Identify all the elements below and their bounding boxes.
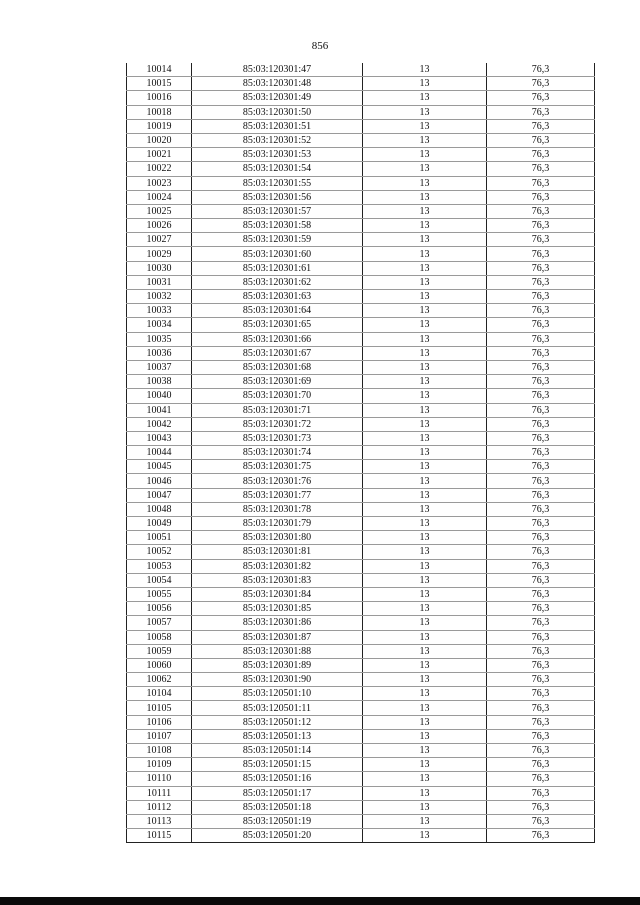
table-row (127, 304, 595, 318)
row-number-cell: 10034 (127, 318, 192, 332)
cadastral-number-cell: 85:03:120301:57 (192, 204, 363, 218)
area-cell: 76,3 (487, 105, 595, 119)
table-row (127, 474, 595, 488)
cadastral-number-cell: 85:03:120501:10 (192, 687, 363, 701)
row-number-cell: 10038 (127, 375, 192, 389)
cadastral-number-cell: 85:03:120301:90 (192, 673, 363, 687)
cadastral-number-cell: 85:03:120501:14 (192, 744, 363, 758)
count-cell: 13 (363, 290, 487, 304)
cadastral-number-cell: 85:03:120501:18 (192, 800, 363, 814)
area-cell: 76,3 (487, 460, 595, 474)
table-row (127, 332, 595, 346)
area-cell: 76,3 (487, 417, 595, 431)
area-cell: 76,3 (487, 658, 595, 672)
cadastral-number-cell: 85:03:120301:54 (192, 162, 363, 176)
row-number-cell: 10033 (127, 304, 192, 318)
cadastral-number-cell: 85:03:120501:15 (192, 758, 363, 772)
table-row (127, 119, 595, 133)
count-cell: 13 (363, 460, 487, 474)
row-number-cell: 10044 (127, 446, 192, 460)
table-row (127, 162, 595, 176)
table-row (127, 105, 595, 119)
row-number-cell: 10046 (127, 474, 192, 488)
area-cell: 76,3 (487, 63, 595, 77)
area-cell: 76,3 (487, 119, 595, 133)
cadastral-number-cell: 85:03:120301:48 (192, 77, 363, 91)
count-cell: 13 (363, 602, 487, 616)
table-row (127, 616, 595, 630)
row-number-cell: 10115 (127, 829, 192, 843)
cadastral-number-cell: 85:03:120301:52 (192, 133, 363, 147)
row-number-cell: 10025 (127, 204, 192, 218)
count-cell: 13 (363, 701, 487, 715)
cadastral-number-cell: 85:03:120301:53 (192, 148, 363, 162)
table-row (127, 673, 595, 687)
row-number-cell: 10107 (127, 729, 192, 743)
row-number-cell: 10104 (127, 687, 192, 701)
count-cell: 13 (363, 517, 487, 531)
area-cell: 76,3 (487, 517, 595, 531)
count-cell: 13 (363, 190, 487, 204)
row-number-cell: 10031 (127, 275, 192, 289)
cadastral-number-cell: 85:03:120301:67 (192, 346, 363, 360)
count-cell: 13 (363, 616, 487, 630)
count-cell: 13 (363, 446, 487, 460)
count-cell: 13 (363, 233, 487, 247)
cadastral-number-cell: 85:03:120301:56 (192, 190, 363, 204)
area-cell: 76,3 (487, 559, 595, 573)
cadastral-number-cell: 85:03:120301:59 (192, 233, 363, 247)
row-number-cell: 10106 (127, 715, 192, 729)
table-row (127, 602, 595, 616)
table-row (127, 644, 595, 658)
table-row (127, 701, 595, 715)
cadastral-number-cell: 85:03:120301:68 (192, 360, 363, 374)
area-cell: 76,3 (487, 531, 595, 545)
cadastral-number-cell: 85:03:120301:72 (192, 417, 363, 431)
row-number-cell: 10105 (127, 701, 192, 715)
count-cell: 13 (363, 204, 487, 218)
count-cell: 13 (363, 431, 487, 445)
count-cell: 13 (363, 715, 487, 729)
page-number: 856 (311, 40, 329, 52)
cadastral-number-cell: 85:03:120301:75 (192, 460, 363, 474)
cadastral-number-cell: 85:03:120501:19 (192, 814, 363, 828)
area-cell: 76,3 (487, 814, 595, 828)
area-cell: 76,3 (487, 247, 595, 261)
table-row (127, 346, 595, 360)
cadastral-number-cell: 85:03:120501:16 (192, 772, 363, 786)
count-cell: 13 (363, 502, 487, 516)
cadastral-number-cell: 85:03:120301:73 (192, 431, 363, 445)
count-cell: 13 (363, 800, 487, 814)
row-number-cell: 10024 (127, 190, 192, 204)
count-cell: 13 (363, 318, 487, 332)
cadastral-number-cell: 85:03:120301:63 (192, 290, 363, 304)
table-row (127, 559, 595, 573)
row-number-cell: 10043 (127, 431, 192, 445)
cadastral-number-cell: 85:03:120301:81 (192, 545, 363, 559)
scan-bottom-edge (0, 897, 640, 905)
count-cell: 13 (363, 658, 487, 672)
table-row (127, 545, 595, 559)
cadastral-number-cell: 85:03:120301:84 (192, 587, 363, 601)
table-row (127, 573, 595, 587)
area-cell: 76,3 (487, 332, 595, 346)
area-cell: 76,3 (487, 133, 595, 147)
count-cell: 13 (363, 644, 487, 658)
row-number-cell: 10045 (127, 460, 192, 474)
area-cell: 76,3 (487, 758, 595, 772)
cadastral-number-cell: 85:03:120301:61 (192, 261, 363, 275)
area-cell: 76,3 (487, 162, 595, 176)
row-number-cell: 10059 (127, 644, 192, 658)
row-number-cell: 10051 (127, 531, 192, 545)
area-cell: 76,3 (487, 375, 595, 389)
count-cell: 13 (363, 119, 487, 133)
row-number-cell: 10041 (127, 403, 192, 417)
cadastral-number-cell: 85:03:120301:49 (192, 91, 363, 105)
table-row (127, 786, 595, 800)
area-cell: 76,3 (487, 474, 595, 488)
count-cell: 13 (363, 531, 487, 545)
row-number-cell: 10055 (127, 587, 192, 601)
table-row (127, 417, 595, 431)
area-cell: 76,3 (487, 602, 595, 616)
cadastral-number-cell: 85:03:120501:12 (192, 715, 363, 729)
count-cell: 13 (363, 389, 487, 403)
cadastral-number-cell: 85:03:120301:65 (192, 318, 363, 332)
table-row (127, 318, 595, 332)
area-cell: 76,3 (487, 673, 595, 687)
row-number-cell: 10027 (127, 233, 192, 247)
cadastral-number-cell: 85:03:120501:11 (192, 701, 363, 715)
row-number-cell: 10019 (127, 119, 192, 133)
table-row (127, 389, 595, 403)
cadastral-number-cell: 85:03:120301:87 (192, 630, 363, 644)
cadastral-number-cell: 85:03:120301:80 (192, 531, 363, 545)
area-cell: 76,3 (487, 290, 595, 304)
count-cell: 13 (363, 91, 487, 105)
count-cell: 13 (363, 77, 487, 91)
cadastral-number-cell: 85:03:120301:58 (192, 219, 363, 233)
table-row (127, 275, 595, 289)
count-cell: 13 (363, 630, 487, 644)
area-cell: 76,3 (487, 261, 595, 275)
table-row (127, 148, 595, 162)
cadastral-number-cell: 85:03:120301:76 (192, 474, 363, 488)
cadastral-number-cell: 85:03:120301:60 (192, 247, 363, 261)
table-row (127, 261, 595, 275)
count-cell: 13 (363, 275, 487, 289)
row-number-cell: 10056 (127, 602, 192, 616)
table-row (127, 502, 595, 516)
row-number-cell: 10060 (127, 658, 192, 672)
cadastral-number-cell: 85:03:120301:69 (192, 375, 363, 389)
cadastral-number-cell: 85:03:120301:82 (192, 559, 363, 573)
row-number-cell: 10052 (127, 545, 192, 559)
count-cell: 13 (363, 375, 487, 389)
cadastral-number-cell: 85:03:120301:62 (192, 275, 363, 289)
area-cell: 76,3 (487, 644, 595, 658)
area-cell: 76,3 (487, 318, 595, 332)
cadastral-number-cell: 85:03:120301:88 (192, 644, 363, 658)
count-cell: 13 (363, 403, 487, 417)
row-number-cell: 10108 (127, 744, 192, 758)
area-cell: 76,3 (487, 275, 595, 289)
row-number-cell: 10020 (127, 133, 192, 147)
count-cell: 13 (363, 474, 487, 488)
count-cell: 13 (363, 758, 487, 772)
count-cell: 13 (363, 148, 487, 162)
table-row (127, 219, 595, 233)
cadastral-number-cell: 85:03:120501:20 (192, 829, 363, 843)
count-cell: 13 (363, 247, 487, 261)
row-number-cell: 10029 (127, 247, 192, 261)
table-row (127, 517, 595, 531)
cadastral-number-cell: 85:03:120301:55 (192, 176, 363, 190)
cadastral-number-cell: 85:03:120301:50 (192, 105, 363, 119)
count-cell: 13 (363, 829, 487, 843)
area-cell: 76,3 (487, 176, 595, 190)
row-number-cell: 10049 (127, 517, 192, 531)
area-cell: 76,3 (487, 360, 595, 374)
cadastral-number-cell: 85:03:120301:85 (192, 602, 363, 616)
row-number-cell: 10053 (127, 559, 192, 573)
count-cell: 13 (363, 587, 487, 601)
row-number-cell: 10047 (127, 488, 192, 502)
row-number-cell: 10014 (127, 63, 192, 77)
table-row (127, 829, 595, 843)
count-cell: 13 (363, 729, 487, 743)
row-number-cell: 10110 (127, 772, 192, 786)
area-cell: 76,3 (487, 744, 595, 758)
table-row (127, 687, 595, 701)
count-cell: 13 (363, 488, 487, 502)
area-cell: 76,3 (487, 431, 595, 445)
table-row (127, 446, 595, 460)
row-number-cell: 10037 (127, 360, 192, 374)
table-row (127, 431, 595, 445)
count-cell: 13 (363, 176, 487, 190)
area-cell: 76,3 (487, 573, 595, 587)
table-row (127, 91, 595, 105)
row-number-cell: 10058 (127, 630, 192, 644)
row-number-cell: 10111 (127, 786, 192, 800)
area-cell: 76,3 (487, 91, 595, 105)
table-row (127, 290, 595, 304)
area-cell: 76,3 (487, 630, 595, 644)
table-row (127, 77, 595, 91)
row-number-cell: 10026 (127, 219, 192, 233)
area-cell: 76,3 (487, 219, 595, 233)
area-cell: 76,3 (487, 233, 595, 247)
row-number-cell: 10021 (127, 148, 192, 162)
count-cell: 13 (363, 360, 487, 374)
count-cell: 13 (363, 162, 487, 176)
area-cell: 76,3 (487, 829, 595, 843)
area-cell: 76,3 (487, 800, 595, 814)
row-number-cell: 10018 (127, 105, 192, 119)
count-cell: 13 (363, 545, 487, 559)
table-row (127, 460, 595, 474)
count-cell: 13 (363, 261, 487, 275)
table-row (127, 247, 595, 261)
row-number-cell: 10040 (127, 389, 192, 403)
row-number-cell: 10022 (127, 162, 192, 176)
count-cell: 13 (363, 744, 487, 758)
area-cell: 76,3 (487, 148, 595, 162)
count-cell: 13 (363, 346, 487, 360)
area-cell: 76,3 (487, 389, 595, 403)
area-cell: 76,3 (487, 587, 595, 601)
area-cell: 76,3 (487, 545, 595, 559)
cadastral-number-cell: 85:03:120301:89 (192, 658, 363, 672)
count-cell: 13 (363, 673, 487, 687)
row-number-cell: 10113 (127, 814, 192, 828)
table-row (127, 814, 595, 828)
area-cell: 76,3 (487, 701, 595, 715)
row-number-cell: 10023 (127, 176, 192, 190)
table-row (127, 360, 595, 374)
count-cell: 13 (363, 219, 487, 233)
area-cell: 76,3 (487, 772, 595, 786)
table-row (127, 204, 595, 218)
row-number-cell: 10057 (127, 616, 192, 630)
row-number-cell: 10109 (127, 758, 192, 772)
cadastral-number-cell: 85:03:120301:77 (192, 488, 363, 502)
cadastral-number-cell: 85:03:120301:66 (192, 332, 363, 346)
cadastral-number-cell: 85:03:120301:78 (192, 502, 363, 516)
area-cell: 76,3 (487, 346, 595, 360)
cadastral-number-cell: 85:03:120301:86 (192, 616, 363, 630)
row-number-cell: 10035 (127, 332, 192, 346)
count-cell: 13 (363, 687, 487, 701)
area-cell: 76,3 (487, 446, 595, 460)
row-number-cell: 10015 (127, 77, 192, 91)
table-row (127, 587, 595, 601)
count-cell: 13 (363, 814, 487, 828)
row-number-cell: 10016 (127, 91, 192, 105)
cadastral-number-cell: 85:03:120301:47 (192, 63, 363, 77)
area-cell: 76,3 (487, 304, 595, 318)
area-cell: 76,3 (487, 204, 595, 218)
area-cell: 76,3 (487, 786, 595, 800)
table-row (127, 744, 595, 758)
data-table (126, 63, 595, 843)
table-row (127, 531, 595, 545)
table-row (127, 190, 595, 204)
area-cell: 76,3 (487, 616, 595, 630)
count-cell: 13 (363, 63, 487, 77)
count-cell: 13 (363, 133, 487, 147)
cadastral-number-cell: 85:03:120301:83 (192, 573, 363, 587)
cadastral-number-cell: 85:03:120501:17 (192, 786, 363, 800)
area-cell: 76,3 (487, 488, 595, 502)
area-cell: 76,3 (487, 403, 595, 417)
cadastral-number-cell: 85:03:120501:13 (192, 729, 363, 743)
row-number-cell: 10032 (127, 290, 192, 304)
row-number-cell: 10062 (127, 673, 192, 687)
table-row (127, 630, 595, 644)
table-row (127, 133, 595, 147)
table-row (127, 233, 595, 247)
table-row (127, 658, 595, 672)
area-cell: 76,3 (487, 502, 595, 516)
area-cell: 76,3 (487, 687, 595, 701)
row-number-cell: 10112 (127, 800, 192, 814)
area-cell: 76,3 (487, 729, 595, 743)
table-body (127, 63, 595, 843)
count-cell: 13 (363, 772, 487, 786)
table-row (127, 63, 595, 77)
count-cell: 13 (363, 105, 487, 119)
count-cell: 13 (363, 786, 487, 800)
count-cell: 13 (363, 573, 487, 587)
table-row (127, 715, 595, 729)
table-row (127, 375, 595, 389)
table-row (127, 800, 595, 814)
table-row (127, 176, 595, 190)
row-number-cell: 10036 (127, 346, 192, 360)
row-number-cell: 10054 (127, 573, 192, 587)
cadastral-number-cell: 85:03:120301:74 (192, 446, 363, 460)
cadastral-number-cell: 85:03:120301:71 (192, 403, 363, 417)
count-cell: 13 (363, 417, 487, 431)
count-cell: 13 (363, 304, 487, 318)
cadastral-number-cell: 85:03:120301:70 (192, 389, 363, 403)
table-row (127, 758, 595, 772)
area-cell: 76,3 (487, 715, 595, 729)
table-row (127, 729, 595, 743)
count-cell: 13 (363, 332, 487, 346)
cadastral-number-cell: 85:03:120301:51 (192, 119, 363, 133)
count-cell: 13 (363, 559, 487, 573)
area-cell: 76,3 (487, 77, 595, 91)
row-number-cell: 10030 (127, 261, 192, 275)
table-row (127, 403, 595, 417)
table-row (127, 772, 595, 786)
cadastral-number-cell: 85:03:120301:79 (192, 517, 363, 531)
row-number-cell: 10048 (127, 502, 192, 516)
area-cell: 76,3 (487, 190, 595, 204)
cadastral-number-cell: 85:03:120301:64 (192, 304, 363, 318)
table-row (127, 488, 595, 502)
row-number-cell: 10042 (127, 417, 192, 431)
